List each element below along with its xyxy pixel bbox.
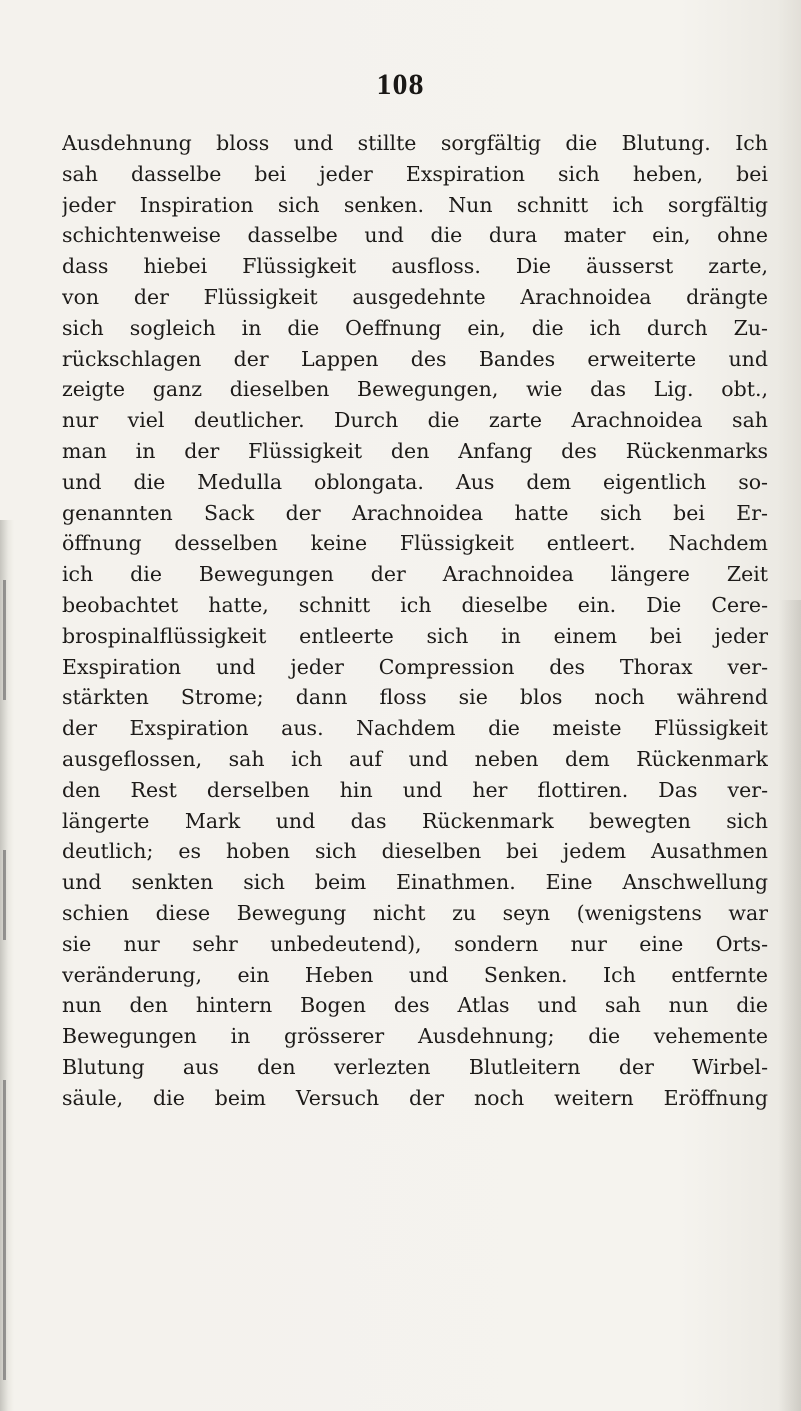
text-line: zeigte ganz dieselben Bewegungen, wie das Lig. obt., bbox=[62, 377, 768, 402]
text-line: beobachtet hatte, schnitt ich dieselbe ein. Die Cere- bbox=[62, 592, 768, 617]
text-line: man in der Flüssigkeit den Anfang des Rückenmarks bbox=[62, 438, 768, 463]
binding-gutter bbox=[0, 520, 14, 1411]
text-line: Exspiration und jeder Compression des Thorax ver- bbox=[62, 654, 768, 679]
text-line: sie nur sehr unbedeutend), sondern nur eine Orts- bbox=[62, 931, 768, 956]
text-line: der Exspiration aus. Nachdem die meiste Flüssigkeit bbox=[62, 716, 768, 741]
text-line: nun den hintern Bogen des Atlas und sah nun die bbox=[62, 993, 768, 1018]
text-line: jeder Inspiration sich senken. Nun schnitt ich sorgfältig bbox=[62, 192, 768, 217]
gutter-shadow-mark bbox=[3, 1080, 6, 1380]
text-line: und die Medulla oblongata. Aus dem eigentlich so- bbox=[62, 469, 768, 494]
gutter-shadow-mark bbox=[3, 580, 6, 700]
text-line: brospinalflüssigkeit entleerte sich in einem bei jeder bbox=[62, 623, 768, 648]
text-line: Ausdehnung bloss und stillte sorgfältig die Blutung. Ich bbox=[62, 131, 768, 155]
text-line: öffnung desselben keine Flüssigkeit entleert. Nachdem bbox=[62, 531, 768, 556]
text-line: veränderung, ein Heben und Senken. Ich entfernte bbox=[62, 962, 768, 987]
text-line: säule, die beim Versuch der noch weitern Eröffnung bbox=[62, 1085, 768, 1110]
text-line: schien diese Bewegung nicht zu seyn (wenigstens war bbox=[62, 900, 768, 925]
text-line: stärkten Strome; dann floss sie blos noch während bbox=[62, 685, 768, 710]
gutter-shadow-mark bbox=[3, 850, 6, 940]
text-line: genannten Sack der Arachnoidea hatte sich bei Er- bbox=[62, 500, 768, 525]
body-text bbox=[62, 128, 768, 1114]
text-line: und senkten sich beim Einathmen. Eine Anschwellung bbox=[62, 870, 768, 895]
text-line: rückschlagen der Lappen des Bandes erweiterte und bbox=[62, 346, 768, 371]
page-edge-shadow bbox=[779, 600, 801, 1411]
text-line: ausgeflossen, sah ich auf und neben dem Rückenmark bbox=[62, 746, 768, 771]
text-line: sich sogleich in die Oeffnung ein, die ich durch Zu- bbox=[62, 315, 768, 340]
text-line: von der Flüssigkeit ausgedehnte Arachnoidea drängte bbox=[62, 284, 768, 309]
text-line: deutlich; es hoben sich dieselben bei jedem Ausathmen bbox=[62, 839, 768, 864]
text-line: schichtenweise dasselbe und die dura mater ein, ohne bbox=[62, 223, 768, 248]
text-line: sah dasselbe bei jeder Exspiration sich heben, bei bbox=[62, 161, 768, 186]
page-number: 108 bbox=[376, 68, 425, 101]
text-line: Bewegungen in grösserer Ausdehnung; die vehemente bbox=[62, 1024, 768, 1049]
text-line: nur viel deutlicher. Durch die zarte Arachnoidea sah bbox=[62, 408, 768, 433]
text-line: Blutung aus den verlezten Blutleitern der Wirbel- bbox=[62, 1054, 768, 1079]
text-line: längerte Mark und das Rückenmark bewegten sich bbox=[62, 808, 768, 833]
text-line: dass hiebei Flüssigkeit ausfloss. Die äusserst zarte, bbox=[62, 254, 768, 279]
text-line: ich die Bewegungen der Arachnoidea längere Zeit bbox=[62, 562, 768, 587]
text-line: den Rest derselben hin und her flottiren. Das ver- bbox=[62, 777, 768, 802]
